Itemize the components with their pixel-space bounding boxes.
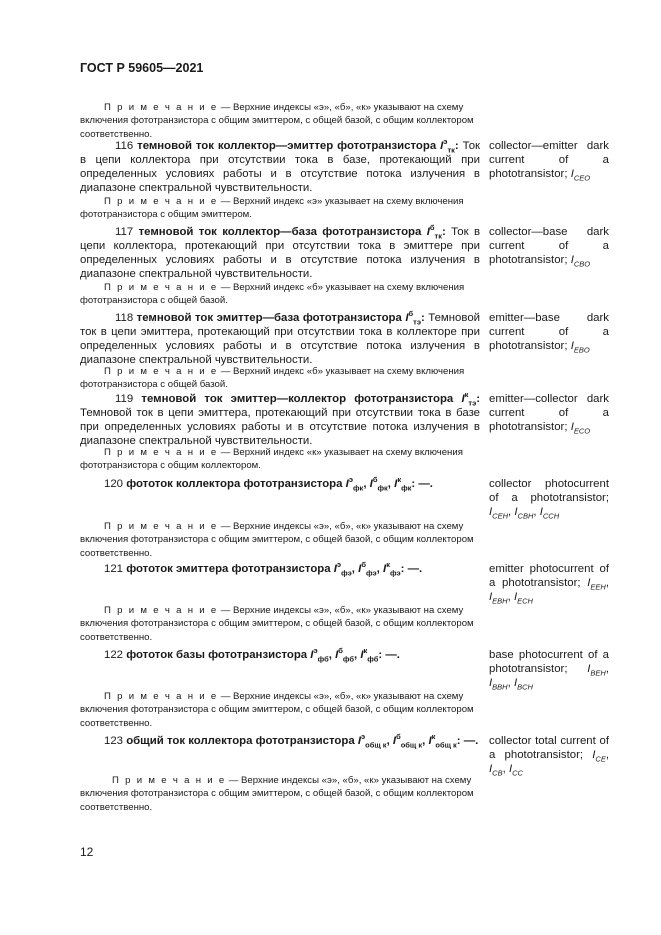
term-120: 120 фототок коллектора фототранзистора $I^э_{фк}$, $I^б_{фк}$, $I^к_{фк}$: —.	[104, 475, 433, 493]
term-117-en: collector—base dark current of a phototransistor; $I_{CBO}$	[489, 226, 609, 269]
note-116: П р и м е ч а н и е — Верхний индекс «э» указывает на схему включения фототранзистора с общим эмиттером.	[80, 196, 464, 221]
note-120: П р и м е ч а н и е — Верхние индексы «э», «б», «к» указывают на схему включения фототранзистора с общим эмиттером, с общей базой, с общим коллектором соответственно.	[80, 521, 474, 559]
note-119: П р и м е ч а н и е — Верхний индекс «к» указывает на схему включения фототранзистора с общим коллектором.	[80, 447, 463, 472]
term-123-en: collector total current of a phototransistor; $I_{CE}$, $I_{CB}$, $I_{CC}$	[489, 735, 610, 778]
term-116: 116 темновой ток коллектор—эмиттер фототранзистора $I^э_{тк}$: Ток в цепи коллектора при отсутствии тока в базе, протекающий при определенных условиях работы и в отсутствие потока излучения в диапазоне спектральной чувствительности.	[80, 137, 481, 194]
term-119-en: emitter—collector dark current of a phototransistor; $I_{ECO}$	[489, 393, 609, 436]
note-118: П р и м е ч а н и е — Верхний индекс «б» указывает на схему включения фототранзистора с общей базой.	[80, 366, 465, 391]
term-118-en: emitter—base dark current of a phototransistor; $I_{EBO}$	[489, 312, 609, 355]
term-123: 123 общий ток коллектора фототранзистора $I^э_{общ к}$, $I^б_{общ к}$, $I^к_{общ к}$: —.	[104, 732, 479, 750]
document-code: ГОСТ Р 59605—2021	[80, 61, 204, 75]
term-122-en: base photocurrent of a phototransistor; $I_{BEH}$, $I_{BBH}$, $I_{BCH}$	[489, 649, 609, 692]
note-123: П р и м е ч а н и е — Верхние индексы «э», «б», «к» указывают на схему включения фототранзистора с общим эмиттером, с общей базой, с общим коллектором соответственно.	[80, 775, 474, 813]
term-121: 121 фототок эмиттера фототранзистора $I^э_{фэ}$, $I^б_{фэ}$, $I^к_{фэ}$: —.	[104, 560, 423, 578]
term-119: 119 темновой ток эмиттер—коллектор фототранзистора $I^к_{тэ}$: Темновой ток в цепи эмиттера, протекающий при отсутствии тока в базе при определенных условиях работы и в отсутствие потока излучения в диапазоне спектральной чувствительности.	[80, 390, 481, 447]
term-117: 117 темновой ток коллектор—база фототранзистора $I^б_{тк}$: Ток в цепи коллектора, протекающий при отсутствии тока в эмиттере при определенных условиях работы и в отсутствие потока излучения в диапазоне спектральной чувствительности.	[80, 223, 480, 280]
note-intro: П р и м е ч а н и е — Верхние индексы «э», «б», «к» указывают на схему включения фототранзистора с общим эмиттером, с общей базой, с общим коллектором соответственно.	[80, 102, 474, 140]
page-number: 12	[80, 845, 94, 859]
note-117: П р и м е ч а н и е — Верхний индекс «б» указывает на схему включения фототранзистора с общей базой.	[80, 282, 465, 307]
term-122: 122 фототок базы фототранзистора $I^э_{фб}$, $I^б_{фб}$, $I^к_{фб}$: —.	[104, 646, 400, 664]
term-121-en: emitter photocurrent of a phototransistor; $I_{EEH}$, $I_{EBH}$, $I_{ECH}$	[489, 563, 610, 606]
note-122: П р и м е ч а н и е — Верхние индексы «э», «б», «к» указывают на схему включения фототранзистора с общим эмиттером, с общей базой, с общим коллектором соответственно.	[80, 691, 474, 729]
term-118: 118 темновой ток эмиттер—база фототранзистора $I^б_{тэ}$: Темновой ток в цепи эмиттера, протекающий при отсутствии тока в коллекторе при определенных условиях работы и в отсутствие потока излучения в диапазоне спектральной чувствительности.	[80, 309, 481, 366]
note-121: П р и м е ч а н и е — Верхние индексы «э», «б», «к» указывают на схему включения фототранзистора с общим эмиттером, с общей базой, с общим коллектором соответственно.	[80, 605, 474, 643]
term-116-en: collector—emitter dark current of a phototransistor; $I_{CEO}$	[489, 140, 609, 183]
term-120-en: collector photocurrent of a phototransistor; $I_{CEH}$, $I_{CBH}$, $I_{CCH}$	[489, 478, 609, 521]
